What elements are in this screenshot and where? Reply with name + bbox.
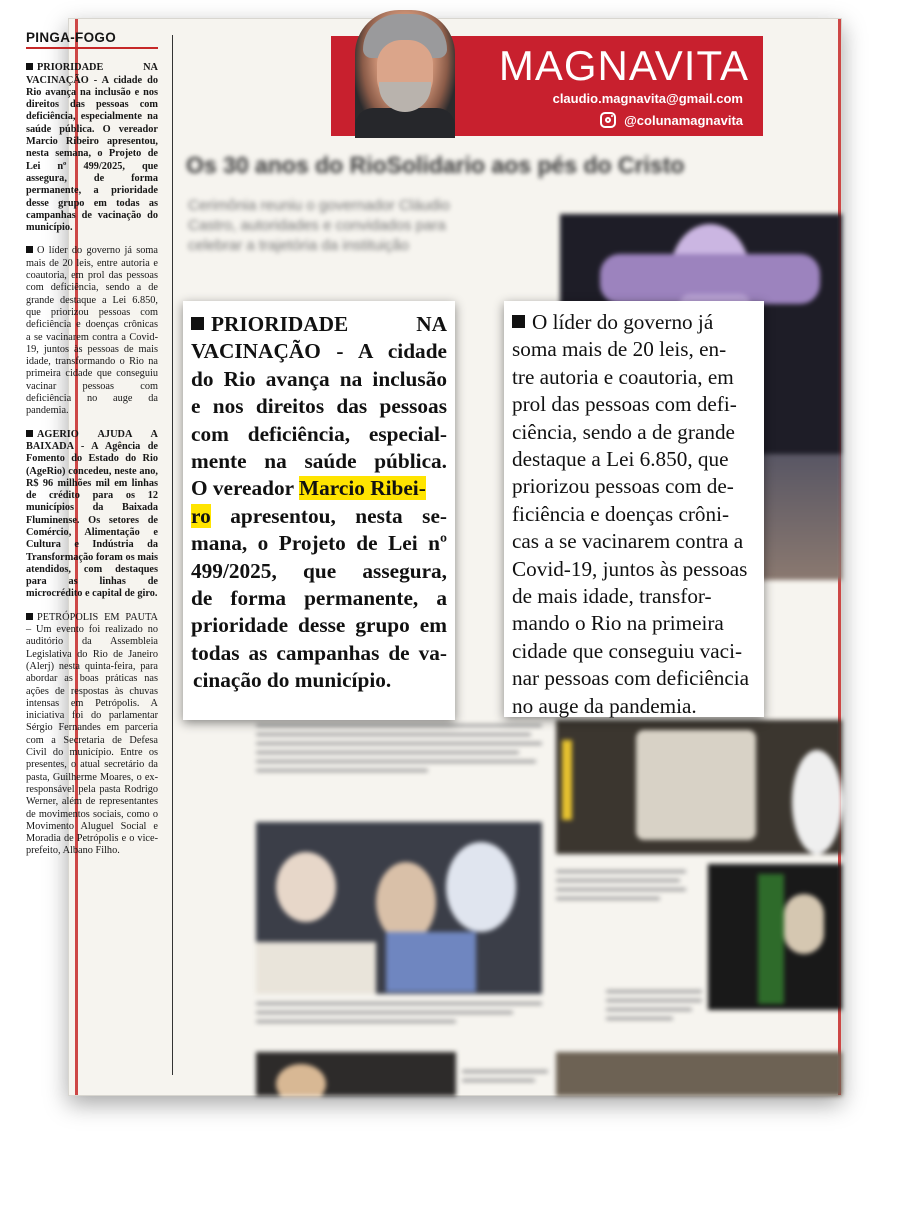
callout-line: cidade que conseguiu vaci- [512, 638, 743, 663]
callout-line: do Rio avança na inclusão [191, 366, 447, 391]
column-note [26, 612, 158, 858]
masthead-title: MAGNAVITA [498, 42, 749, 89]
callout-line: O líder do governo já [532, 310, 714, 334]
zoom-callout-vacinacao [183, 301, 455, 720]
column-divider [172, 35, 173, 1075]
callout-line: Covid-19, juntos às pessoas [512, 556, 748, 581]
zoom-callout-lider [504, 301, 764, 717]
photo-caption [766, 574, 842, 587]
ceremony-photo [556, 720, 842, 854]
callout-line: mana, o Projeto de Lei nº [191, 531, 447, 556]
article-title: Os 30 anos do RioSolidario aos pés do Cristo [186, 152, 685, 178]
instagram-row [600, 112, 743, 128]
callout-line: 499/2025, que assegura, [191, 558, 447, 583]
photo-caption [606, 990, 702, 1026]
photo-caption [462, 1070, 548, 1088]
callout-line: nar pessoas com deficiência [512, 666, 750, 691]
callout-line: de mais idade, transfor- [512, 584, 712, 609]
pinga-fogo-column [26, 32, 158, 869]
callout-line: mando o Rio na primeira [512, 611, 724, 636]
note-text: PRIORIDADE NA VACINAÇÃO - A cidade do Rio avança na inclusão e nos direitos das pessoas com deficiência, especialmente na saúde pública. O vereador Marcio Ribeiro apresentou, nesta semana, o Projeto de Lei nº 499/2025, que assegura, de forma permanente, a prioridade desse grupo em todas as campanhas de vacinação do município. [26, 62, 158, 234]
callout-line: priorizou pessoas com de- [512, 474, 734, 499]
bullet-square-icon [26, 430, 33, 437]
callout-line: VACINAÇÃO - A cidade [191, 339, 447, 364]
columnist-portrait [355, 10, 455, 138]
masthead-email: claudio.magnavita@gmail.com [552, 91, 743, 106]
article-body [256, 724, 542, 778]
callout-line: destaque a Lei 6.850, que [512, 447, 729, 472]
instagram-icon [600, 112, 616, 128]
callout-line: de forma permanente, a [191, 586, 447, 611]
bottom-photo [256, 1052, 456, 1096]
bullet-square-icon [191, 317, 204, 330]
article-subtitle: Cerimônia reuniu o governador Cláudio Castro, autoridades e convidados para celebrar a trajetória da instituição [188, 197, 450, 254]
event-photo [256, 822, 542, 994]
column-note [26, 62, 158, 234]
callout-line: ficiência e doenças crôni- [512, 501, 730, 526]
bullet-square-icon [26, 63, 33, 70]
note-text: PETRÓPOLIS EM PAUTA – Um evento foi realizado no auditório da Assembleia Legislativa do Rio de Janeiro (Alerj) nesta quinta-feira, para abordar as boas práticas nas ações de respostas às chuvas intensas em Petrópolis. A iniciativa foi do parlamentar Sérgio Fernandes em parceria com a Secretaria de Defesa Civil do município. Entre os presentes, o atual secretário da pasta, Guilherme Moares, o ex-responsável pela pasta Rodrigo Werner, além de representantes de movimentos sociais, como o Movimento Aluguel Social e Moradia de Petrópolis e o vice-prefeito, Albano Filho. [26, 611, 158, 857]
masthead [331, 36, 763, 136]
highlighted-name: ro [191, 503, 211, 528]
flag-photo [708, 864, 842, 1010]
callout-line: prol das pessoas com defi- [512, 392, 737, 417]
section-title: PINGA-FOGO [26, 32, 158, 49]
callout-line: soma mais de 20 leis, en- [512, 337, 727, 362]
instagram-handle: @colunamagnavita [624, 112, 743, 128]
callout-line: ciência, sendo a de grande [512, 419, 735, 444]
note-text: AGERIO AJUDA A BAIXADA - A Agência de Fomento do Estado do Rio (AgeRio) concedeu, neste ano, R$ 96 milhões mil em linhas de crédito para os 12 municípios da Baixada Fluminense. Os setores de Comércio, Alimentação e Cultura e Indústria da Transformação foram os mais atendidos, com destaques para as linhas de microcrédito e capital de giro. [26, 428, 158, 600]
callout-line: O vereador Marcio Ribei- [191, 476, 426, 501]
callout-line: tre autoria e coautoria, em [512, 364, 734, 389]
highlighted-name: Marcio Ribei- [299, 476, 426, 501]
callout-line: todas as campanhas de va- [191, 640, 447, 665]
callout-line: PRIORIDADE NA [211, 312, 447, 336]
photo-caption [556, 870, 686, 906]
photo-caption [256, 1002, 542, 1029]
callout-line: no auge da pandemia. [512, 693, 697, 718]
column-note [26, 429, 158, 601]
bullet-square-icon [512, 315, 525, 328]
bullet-square-icon [26, 246, 33, 253]
callout-line: mente na saúde pública. [191, 449, 447, 474]
bullet-square-icon [26, 613, 33, 620]
callout-line: com deficiência, especial- [191, 421, 447, 446]
callout-line: cas a se vacinarem contra a [512, 529, 744, 554]
callout-line: cinação do município. [193, 668, 392, 693]
note-text: O líder do governo já soma mais de 20 leis, entre autoria e coautoria, em prol das pessoas com deficiência, sendo a de grande destaque a Lei 6.850, que priorizou pessoas com deficiência e doenças crônicas a se vacinarem contra a Covid-19, juntos às pessoas de mais idade, transformando o Rio na primeira cidade que conseguiu vacinar pessoas com deficiência no auge da pandemia. [26, 245, 158, 417]
callout-line: e nos direitos das pessoas [191, 394, 447, 419]
callout-line: ro apresentou, nesta se- [191, 503, 447, 528]
column-note [26, 245, 158, 417]
bottom-photo [556, 1052, 842, 1096]
callout-line: prioridade desse grupo em [191, 613, 447, 638]
